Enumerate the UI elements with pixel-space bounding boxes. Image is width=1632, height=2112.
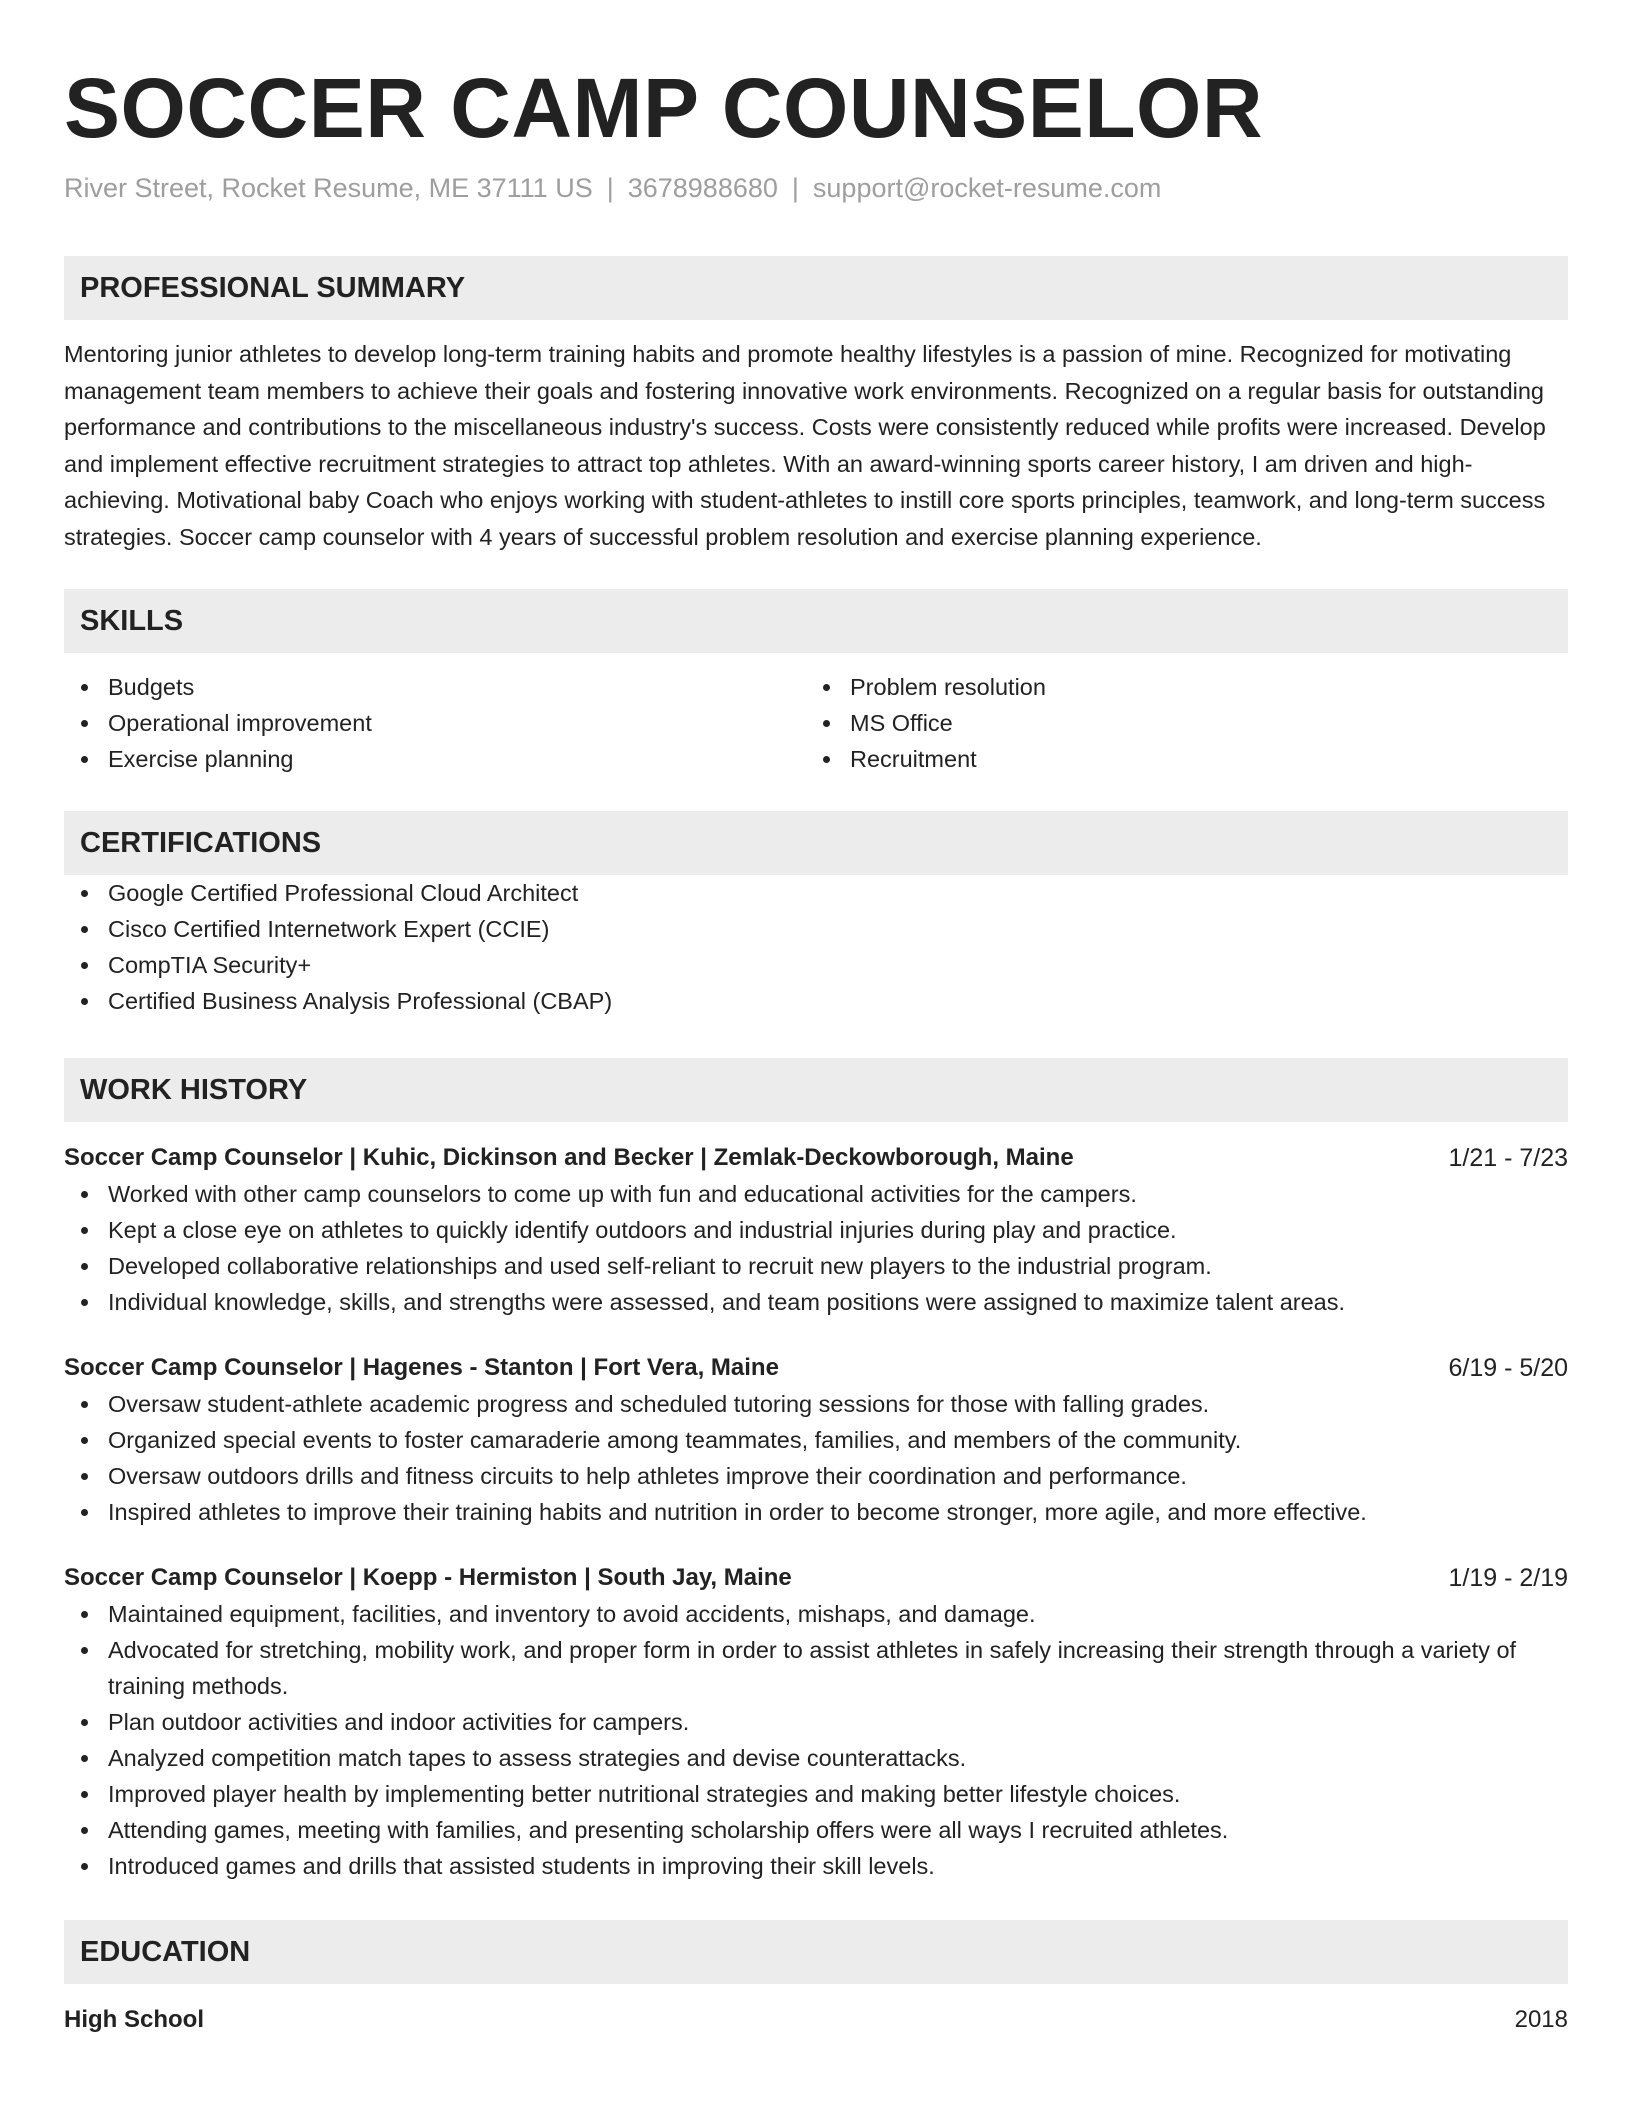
job-entry — [64, 1350, 1568, 1530]
section-header-summary: PROFESSIONAL SUMMARY — [64, 256, 1568, 320]
skill-item: Problem resolution — [806, 669, 1548, 705]
job-title: Soccer Camp Counselor | Hagenes - Stanton | Fort Vera, Maine — [64, 1354, 779, 1381]
job-bullet: Introduced games and drills that assisted students in improving their skill levels. — [64, 1848, 1568, 1884]
contact-separator: | — [606, 173, 614, 203]
job-bullet: Oversaw student-athlete academic progress and scheduled tutoring sessions for those with falling grades. — [64, 1386, 1568, 1422]
job-bullet: Worked with other camp counselors to come up with fun and educational activities for the campers. — [64, 1176, 1568, 1212]
job-dates: 1/21 - 7/23 — [1448, 1144, 1568, 1172]
job-bullet: Kept a close eye on athletes to quickly identify outdoors and industrial injuries during play and practice. — [64, 1212, 1568, 1248]
job-bullet: Advocated for stretching, mobility work, and proper form in order to assist athletes in safely increasing their strength through a variety of training methods. — [64, 1632, 1568, 1704]
skills-column-right — [806, 669, 1548, 777]
candidate-name: SOCCER CAMP COUNSELOR — [64, 61, 1264, 155]
certification-item: Google Certified Professional Cloud Architect — [64, 875, 1568, 911]
job-bullet: Individual knowledge, skills, and strengths were assessed, and team positions were assigned to maximize talent areas. — [64, 1284, 1568, 1320]
job-entry — [64, 1140, 1568, 1320]
contact-address: River Street, Rocket Resume, ME 37111 US — [64, 173, 593, 203]
job-bullet: Improved player health by implementing better nutritional strategies and making better lifestyle choices. — [64, 1776, 1568, 1812]
section-header-education: EDUCATION — [64, 1920, 1568, 1984]
education-entry — [64, 2002, 1568, 2038]
job-bullet: Attending games, meeting with families, and presenting scholarship offers were all ways I recruited athletes. — [64, 1812, 1568, 1848]
job-bullet: Plan outdoor activities and indoor activities for campers. — [64, 1704, 1568, 1740]
job-entry — [64, 1560, 1568, 1884]
education-title: High School — [64, 2006, 204, 2033]
skills-column-left — [64, 669, 806, 777]
job-bullet: Analyzed competition match tapes to assess strategies and devise counterattacks. — [64, 1740, 1568, 1776]
skill-item: Operational improvement — [64, 705, 806, 741]
contact-line — [64, 170, 1568, 206]
skill-item: Recruitment — [806, 741, 1548, 777]
certification-item: Cisco Certified Internetwork Expert (CCIE) — [64, 911, 1568, 947]
job-bullet: Inspired athletes to improve their training habits and nutrition in order to become stronger, more agile, and more effective. — [64, 1494, 1568, 1530]
job-dates: 1/19 - 2/19 — [1448, 1564, 1568, 1592]
skill-item: MS Office — [806, 705, 1548, 741]
job-title: Soccer Camp Counselor | Koepp - Hermiston | South Jay, Maine — [64, 1564, 792, 1591]
job-bullet-list — [64, 1386, 1568, 1530]
job-bullet: Maintained equipment, facilities, and inventory to avoid accidents, mishaps, and damage. — [64, 1596, 1568, 1632]
contact-email[interactable]: support@rocket-resume.com — [812, 173, 1162, 203]
job-header — [64, 1350, 1568, 1386]
skill-item: Budgets — [64, 669, 806, 705]
job-bullet-list — [64, 1596, 1568, 1884]
job-bullet: Developed collaborative relationships and used self-reliant to recruit new players to the industrial program. — [64, 1248, 1568, 1284]
summary-text: Mentoring junior athletes to develop long-term training habits and promote healthy lifestyles is a passion of mine. Recognized for motivating management team members to achieve their goals and fostering innovative work environments. Recognized on a regular basis for outstanding performance and contributions to the miscellaneous industry's success. Costs were consistently reduced while profits were increased. Develop and implement effective recruitment strategies to attract top athletes. With an award-winning sports career history, I am driven and high-achieving. Motivational baby Coach who enjoys working with student-athletes to instill core sports principles, teamwork, and long-term success strategies. Soccer camp counselor with 4 years of successful problem resolution and exercise planning experience. — [64, 341, 1546, 550]
job-bullet: Organized special events to foster camaraderie among teammates, families, and members of the community. — [64, 1422, 1568, 1458]
certification-item: Certified Business Analysis Professional (CBAP) — [64, 983, 1568, 1019]
job-title: Soccer Camp Counselor | Kuhic, Dickinson and Becker | Zemlak-Deckowborough, Maine — [64, 1144, 1074, 1171]
certification-list — [64, 875, 1568, 1019]
skills-grid — [64, 669, 1568, 777]
job-bullet: Oversaw outdoors drills and fitness circuits to help athletes improve their coordination and performance. — [64, 1458, 1568, 1494]
job-bullet-list — [64, 1176, 1568, 1320]
section-header-skills: SKILLS — [64, 589, 1568, 653]
contact-phone: 3678988680 — [627, 173, 778, 203]
contact-separator: | — [791, 173, 799, 203]
job-header — [64, 1140, 1568, 1176]
job-header — [64, 1560, 1568, 1596]
skill-item: Exercise planning — [64, 741, 806, 777]
section-header-work-history: WORK HISTORY — [64, 1058, 1568, 1122]
job-dates: 6/19 - 5/20 — [1448, 1354, 1568, 1382]
resume-page — [64, 0, 1568, 2038]
certification-item: CompTIA Security+ — [64, 947, 1568, 983]
section-header-certifications: CERTIFICATIONS — [64, 811, 1568, 875]
education-year: 2018 — [1514, 2006, 1568, 2033]
